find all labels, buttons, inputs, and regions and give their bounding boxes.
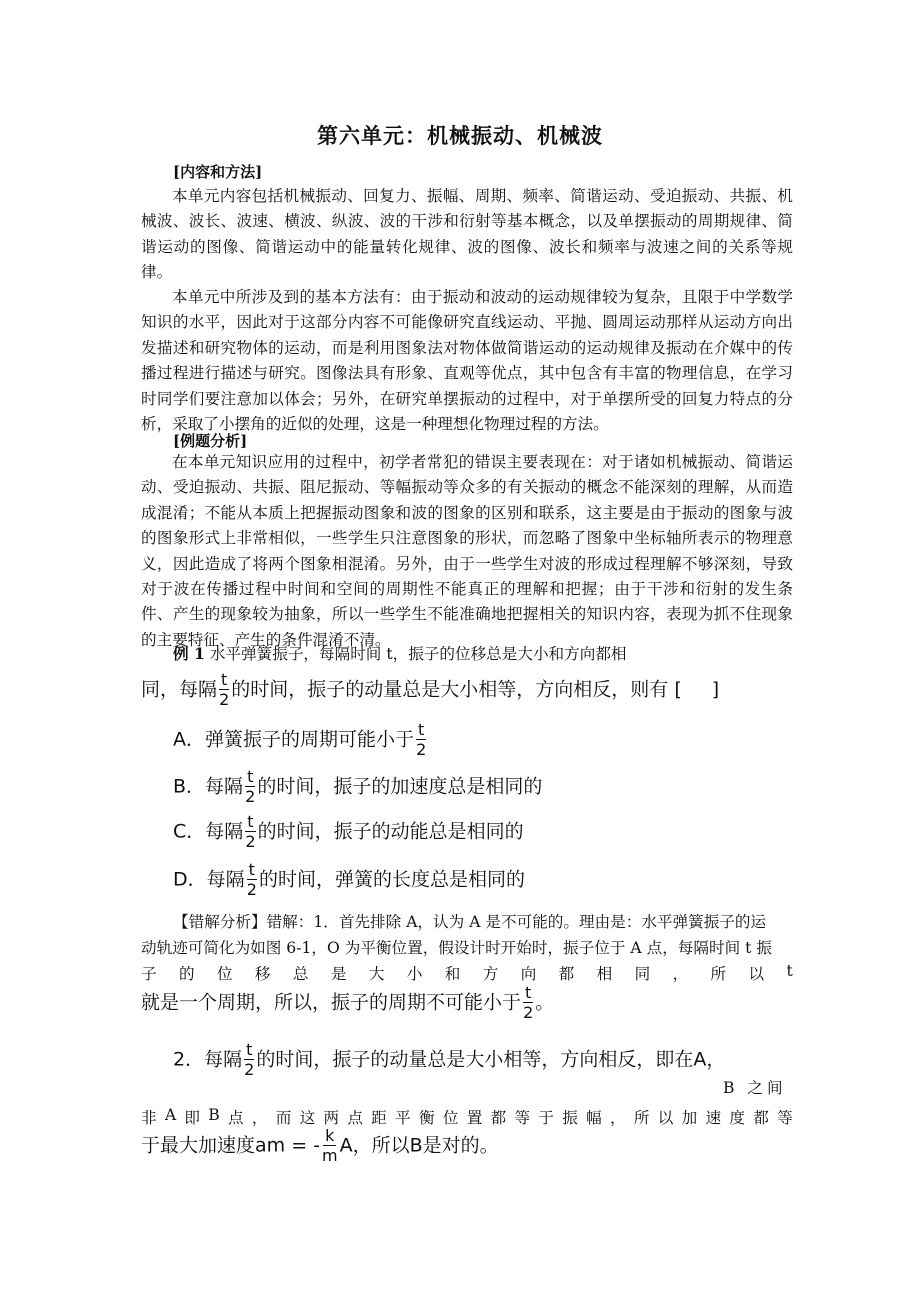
fraction-t-over-2: $\frac{t}{2}$ — [245, 812, 256, 851]
section-heading-content-method: [内容和方法] — [173, 163, 263, 181]
example-line2-start: 同，每隔 — [141, 678, 218, 701]
analysis-line7-spread: 非 A 即 B 点 ， 而 这 两 点 距 平 衡 位 置 都 等 于 振 幅 ， 所 以 加 速 度 都 等 — [141, 1106, 793, 1127]
fraction-t-over-2: $\frac{t}{2}$ — [523, 983, 534, 1022]
option-d — [173, 862, 525, 898]
paragraph-methods: 本单元中所涉及到的基本方法有：由于振动和波动的运动规律较为复杂，且限于中学数学知识的水平，因此对于这部分内容不可能像研究直线运动、平抛、圆周运动那样从运动方向出发描述和研究物体的运动，而是利用图象法对物体做简谐运动的运动规律及振动在介媒中的传播过程进行描述与研究。图像法具有形象、直观等优点，其中包含有丰富的物理信息，在学习时同学们要注意加以体会；另外，在研究单摆振动的过程中，对于单摆所受的回复力特点的分析，采取了小摆角的近似的处理，这是一种理想化物理过程的方法。 — [141, 288, 793, 434]
analysis-line3-spread: 子 的 位 移 总 是 大 小 和 方 向 都 相 同 ， 所 以 t — [141, 962, 793, 983]
fraction-t-over-2: $\frac{t}{2}$ — [245, 767, 256, 806]
option-text: 每隔 — [206, 868, 245, 891]
analysis-line5: 2．每隔 $\frac{t}{2}$ 的时间，振子的动量总是大小相等，方向相反，即在A， — [173, 1040, 726, 1079]
fraction-k-over-m: $\frac{k}{m}$ — [322, 1126, 338, 1165]
option-text-tail: 的时间，振子的动能总是相同的 — [257, 820, 524, 843]
option-text: 每隔 — [205, 775, 244, 798]
analysis-line1: 【错解分析】错解：1．首先排除 A，认为 A 是不可能的。理由是：水平弹簧振子的运 — [173, 913, 767, 931]
fraction-t-over-2: $\frac{t}{2}$ — [246, 860, 257, 899]
option-c — [173, 814, 524, 850]
fraction-t-over-2: $\frac{t}{2}$ — [219, 670, 230, 709]
fraction-t-over-2: $\frac{t}{2}$ — [244, 1040, 255, 1079]
fraction-t-over-2: $\frac{t}{2}$ — [416, 720, 427, 759]
example-1-line1 — [173, 642, 627, 664]
analysis-line8: 于最大加速度am = - $\frac{k}{m}$ A，所以B是对的。 — [141, 1126, 499, 1165]
option-text-tail: 的时间，弹簧的长度总是相同的 — [258, 868, 525, 891]
paragraph-intro: 本单元内容包括机械振动、回复力、振幅、周期、频率、简谐运动、受迫振动、共振、机械波、波长、波速、横波、纵波、波的干涉和衍射等基本概念，以及单摆振动的周期规律、简谐运动的图像、简谐运动中的能量转化规律、波的图像、波长和频率与波速之间的关系等规律。 — [141, 187, 793, 282]
example-label: 例 1 — [173, 644, 205, 663]
analysis-line2: 动轨迹可简化为如图 6-1，O 为平衡位置，假设计时开始时，振子位于 A 点，每隔时间 t 振 — [141, 939, 772, 957]
section-heading-examples: [例题分析] — [173, 432, 248, 450]
option-text: 弹簧振子的周期可能小于 — [205, 728, 415, 751]
option-letter: A． — [173, 728, 205, 751]
option-letter: C． — [173, 820, 206, 843]
analysis-line4: 就是一个周期，所以，振子的周期不可能小于 $\frac{t}{2}$ 。 — [141, 983, 555, 1022]
example-text: 水平弹簧振子，每隔时间 t，振子的位移总是大小和方向都相 — [209, 645, 627, 663]
option-letter: B． — [173, 775, 206, 798]
paragraph-common-errors: 在本单元知识应用的过程中，初学者常犯的错误主要表现在：对于诸如机械振动、简谐运动、受迫振动、共振、阻尼振动、等幅振动等众多的有关振动的概念不能深刻的理解，从而造成混淆；不能从本质上把握振动图象和波的图象的区别和联系，这主要是由于振动的图象与波的图象形式上非常相似，一些学生只注意图象的形状，而忽略了图象中坐标轴所表示的物理意义，因此造成了将两个图象相混淆。另外，由于一些学生对波的形成过程理解不够深刻，导致对于波在传播过程中时间和空间的周期性不能真正的理解和把握；由于干涉和衍射的发生条件、产生的现象较为抽象，所以一些学生不能准确地把握相关的知识内容，表现为抓不住现象的主要特征、产生的条件混淆不清。 — [141, 453, 793, 649]
option-text: 每隔 — [205, 820, 244, 843]
page-title: 第六单元：机械振动、机械波 — [317, 124, 603, 148]
analysis-line6: B 之间 — [723, 1079, 787, 1097]
option-a — [173, 722, 428, 758]
option-letter: D． — [173, 868, 207, 891]
option-b — [173, 769, 542, 805]
example-answer-bracket: ] — [711, 678, 720, 701]
example-1-line2 — [141, 672, 719, 708]
option-text-tail: 的时间，振子的加速度总是相同的 — [257, 775, 543, 798]
example-line2-middle: 的时间，振子的动量总是大小相等，方向相反，则有 [ — [231, 678, 682, 701]
